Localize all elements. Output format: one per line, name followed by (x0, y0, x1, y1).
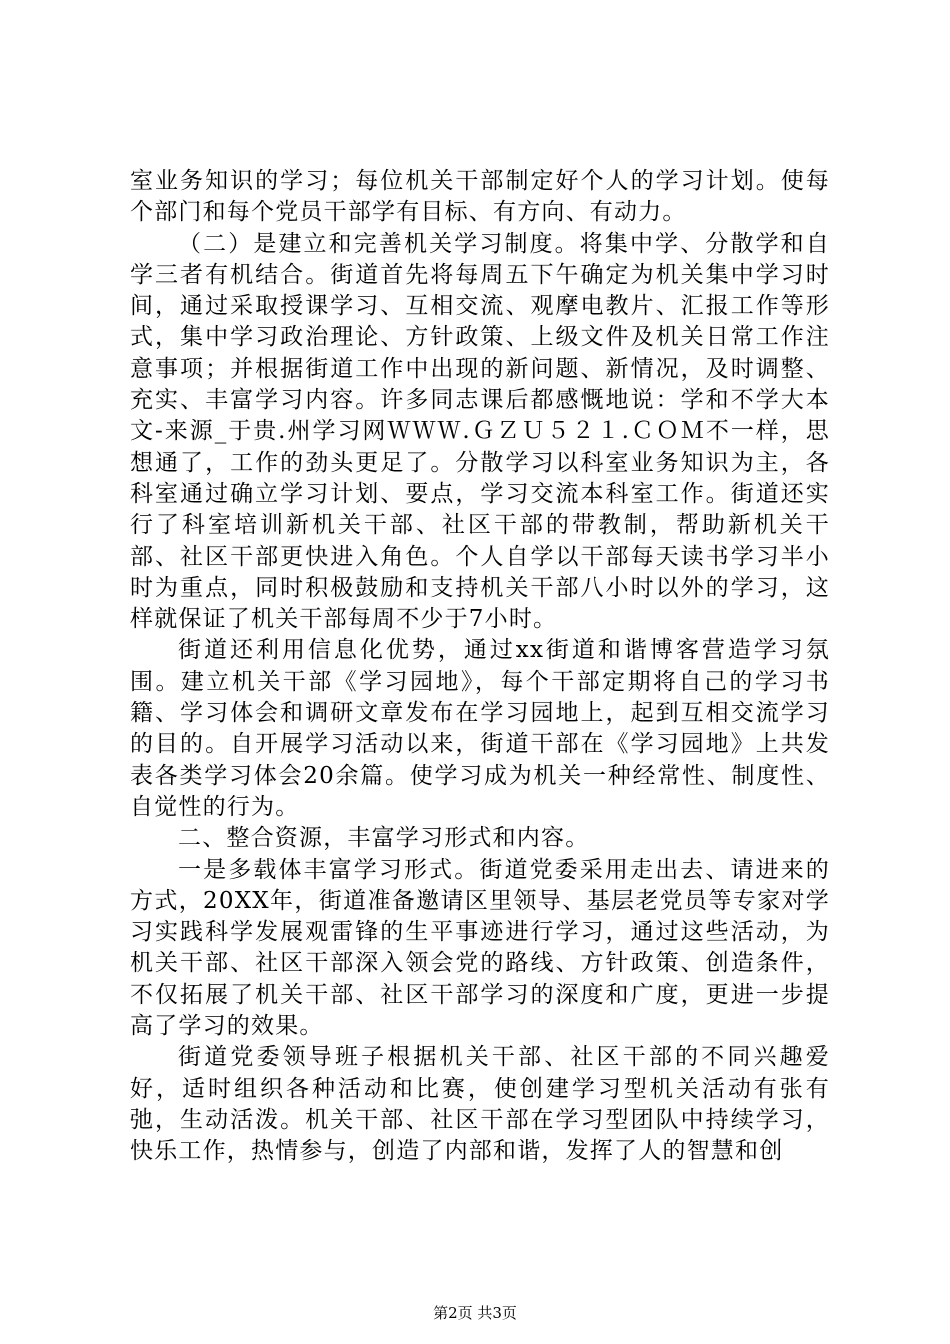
document-body (130, 166, 830, 1168)
page-number-footer: 第2页 共3页 (433, 1304, 517, 1322)
paragraph-multi-carrier: 一是多载体丰富学习形式。街道党委采用走出去、请进来的方式，20XX年，街道准备邀请区里领导、基层老党员等专家对学习实践科学发展观雷锋的生平事迹进行学习，通过这些活动，为机关干部、社区干部深入领会党的路线、方针政策、创造条件，不仅拓展了机关干部、社区干部学习的深度和广度，更进一步提高了学习的效果。 (130, 856, 830, 1040)
paragraph-activities: 街道党委领导班子根据机关干部、社区干部的不同兴趣爱好，适时组织各种活动和比赛，使创建学习型机关活动有张有弛，生动活泼。机关干部、社区干部在学习型团队中持续学习，快乐工作，热情参与，创造了内部和谐，发挥了人的智慧和创 (130, 1044, 830, 1165)
section-heading-resources: 二、整合资源，丰富学习形式和内容。 (178, 825, 590, 852)
paragraph-study-system: （二）是建立和完善机关学习制度。将集中学、分散学和自学三者有机结合。街道首先将每周五下午确定为机关集中学习时间，通过采取授课学习、互相交流、观摩电教片、汇报工作等形式，集中学习政治理论、方针政策、上级文件及机关日常工作注意事项；并根据街道工作中出现的新问题、新情况，及时调整、充实、丰富学习内容。许多同志课后都感慨地说：学和不学大本文-来源_于贵.州学习网ＷＷＷ.ＧＺＵ５２１.ＣＯＭ不一样，思想通了，工作的劲头更足了。分散学习以科室业务知识为主，各科室通过确立学习计划、要点，学习交流本科室工作。街道还实行了科室培训新机关干部、社区干部的带教制，帮助新机关干部、社区干部更快进入角色。个人自学以干部每天读书学习半小时为重点，同时积极鼓励和支持机关干部八小时以外的学习，这样就保证了机关干部每周不少于7小时。 (130, 230, 830, 633)
paragraph-continuation: 室业务知识的学习；每位机关干部制定好个人的学习计划。使每个部门和每个党员干部学有目标、有方向、有动力。 (130, 168, 830, 226)
paragraph-informatization: 街道还利用信息化优势，通过xx街道和谐博客营造学习氛围。建立机关干部《学习园地》，每个干部定期将自己的学习书籍、学习体会和调研文章发布在学习园地上，起到互相交流学习的目的。自开展学习活动以来，街道干部在《学习园地》上共发表各类学习体会20余篇。使学习成为机关一种经常性、制度性、自觉性的行为。 (130, 637, 830, 820)
